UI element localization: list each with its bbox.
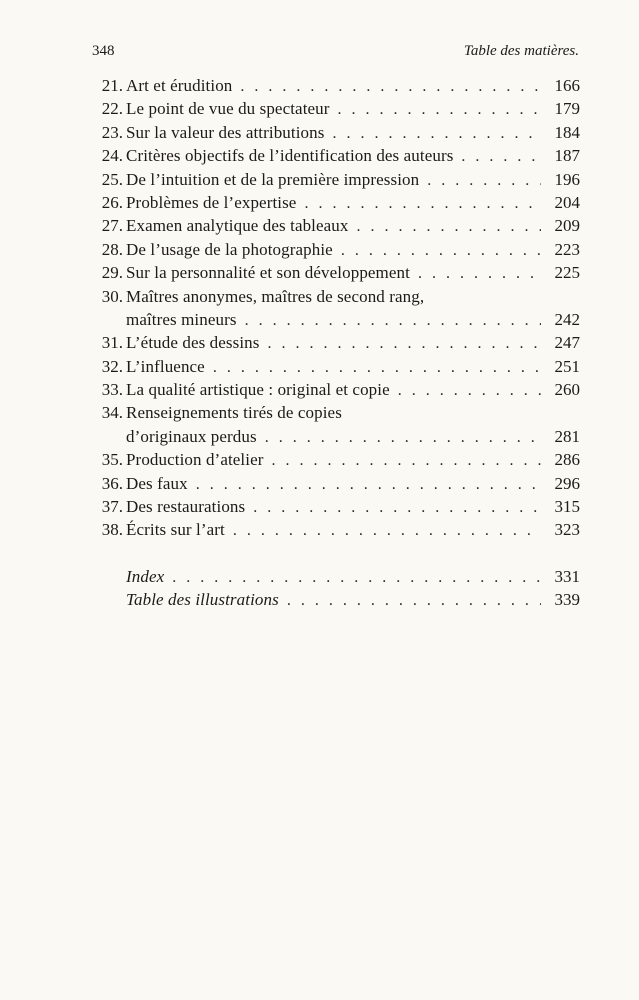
toc-page: 166 bbox=[554, 76, 580, 95]
toc-number: 21. bbox=[101, 76, 123, 95]
toc-title: Critères objectifs de l’identification des auteurs bbox=[126, 146, 454, 166]
toc-title: Index bbox=[126, 566, 165, 586]
running-title: Table des matières. bbox=[463, 43, 579, 59]
toc-entry-37 bbox=[92, 495, 580, 518]
toc-number: 38. bbox=[101, 520, 123, 540]
toc-page: 323 bbox=[554, 520, 580, 540]
toc-leader bbox=[196, 473, 541, 496]
toc-page: 204 bbox=[554, 192, 580, 212]
toc-entry-index bbox=[92, 565, 580, 588]
toc-page: 223 bbox=[554, 239, 580, 259]
toc-entry-31 bbox=[92, 331, 580, 354]
toc-page: 225 bbox=[554, 263, 580, 283]
toc-entry-32 bbox=[92, 355, 580, 378]
toc-number: 27. bbox=[101, 216, 123, 236]
page-header bbox=[92, 43, 579, 65]
toc-leader bbox=[272, 449, 542, 472]
toc-number: 33. bbox=[101, 380, 123, 400]
toc-entry-23 bbox=[92, 121, 580, 144]
toc-number: 29. bbox=[101, 263, 123, 283]
toc-title: De l’usage de la photographie bbox=[126, 239, 333, 259]
toc-page: 242 bbox=[554, 309, 580, 329]
toc-title: Des faux bbox=[126, 473, 188, 493]
toc-title: Sur la personnalité et son développement bbox=[126, 263, 410, 283]
toc-page: 286 bbox=[554, 450, 580, 470]
toc-leader bbox=[265, 426, 541, 449]
toc-number: 37. bbox=[101, 497, 123, 517]
toc-leader bbox=[461, 145, 541, 168]
toc-title-line-1: Maîtres anonymes, maîtres de second rang, bbox=[126, 286, 425, 306]
toc-number: 22. bbox=[101, 99, 123, 119]
toc-number: 26. bbox=[101, 192, 123, 212]
toc-number: 36. bbox=[101, 473, 123, 493]
toc-page: 179 bbox=[554, 99, 580, 119]
toc-entry-36 bbox=[92, 472, 580, 495]
toc-title: Le point de vue du spectateur bbox=[126, 99, 330, 119]
toc-title: Écrits sur l’art bbox=[126, 520, 225, 540]
toc-entry-25 bbox=[92, 168, 580, 191]
toc-page: 281 bbox=[554, 426, 580, 446]
toc-entry-27 bbox=[92, 214, 580, 237]
toc-page: 339 bbox=[554, 590, 580, 610]
toc-number: 35. bbox=[101, 450, 123, 470]
toc-entry-21 bbox=[92, 74, 580, 97]
toc-title: Production d’atelier bbox=[126, 450, 264, 470]
toc-title-line-2: d’originaux perdus bbox=[126, 426, 257, 446]
toc-number: 28. bbox=[101, 239, 123, 259]
toc-entry-29 bbox=[92, 261, 580, 284]
table-of-contents bbox=[92, 74, 580, 612]
toc-entry-30-line-2 bbox=[92, 308, 580, 331]
toc-title-line-1: Renseignements tirés de copies bbox=[126, 403, 342, 423]
toc-title: L’étude des dessins bbox=[126, 333, 260, 353]
toc-page: 296 bbox=[554, 473, 580, 493]
toc-title: Table des illustrations bbox=[126, 590, 279, 610]
toc-page: 247 bbox=[554, 333, 580, 353]
page-number: 348 bbox=[92, 43, 115, 59]
toc-entry-38 bbox=[92, 518, 580, 541]
toc-leader bbox=[398, 379, 541, 402]
toc-entry-34-line-1 bbox=[92, 401, 580, 424]
toc-leader bbox=[240, 75, 541, 98]
toc-leader bbox=[267, 332, 541, 355]
toc-title-line-2: maîtres mineurs bbox=[126, 309, 237, 329]
toc-title: La qualité artistique : original et copie bbox=[126, 380, 390, 400]
toc-page: 184 bbox=[554, 122, 580, 142]
toc-leader bbox=[304, 192, 541, 215]
toc-title: Examen analytique des tableaux bbox=[126, 216, 349, 236]
toc-leader bbox=[245, 309, 541, 332]
toc-entry-24 bbox=[92, 144, 580, 167]
toc-number: 31. bbox=[101, 333, 123, 353]
toc-leader bbox=[287, 589, 541, 612]
toc-number: 25. bbox=[101, 169, 123, 189]
toc-title: Sur la valeur des attributions bbox=[126, 122, 325, 142]
toc-title: L’influence bbox=[126, 356, 205, 376]
section-spacer bbox=[92, 542, 580, 565]
toc-leader bbox=[213, 356, 541, 379]
toc-leader bbox=[172, 566, 541, 589]
toc-title: Art et érudition bbox=[126, 76, 233, 95]
toc-entry-30-line-1 bbox=[92, 285, 580, 308]
toc-number: 30. bbox=[101, 286, 123, 306]
toc-page: 260 bbox=[554, 380, 580, 400]
toc-title: De l’intuition et de la première impression bbox=[126, 169, 420, 189]
toc-entry-illustrations bbox=[92, 588, 580, 611]
toc-leader bbox=[418, 262, 541, 285]
toc-page: 209 bbox=[554, 216, 580, 236]
toc-number: 32. bbox=[101, 356, 123, 376]
toc-entry-28 bbox=[92, 238, 580, 261]
toc-page: 251 bbox=[554, 356, 580, 376]
toc-leader bbox=[233, 519, 541, 542]
toc-number: 23. bbox=[101, 122, 123, 142]
toc-page: 331 bbox=[554, 566, 580, 586]
toc-title: Des restaurations bbox=[126, 497, 246, 517]
toc-leader bbox=[338, 98, 541, 121]
toc-entry-22 bbox=[92, 97, 580, 120]
toc-page: 196 bbox=[554, 169, 580, 189]
toc-entry-34-line-2 bbox=[92, 425, 580, 448]
toc-page: 315 bbox=[554, 497, 580, 517]
toc-leader bbox=[332, 122, 541, 145]
toc-title: Problèmes de l’expertise bbox=[126, 192, 297, 212]
toc-entry-33 bbox=[92, 378, 580, 401]
toc-leader bbox=[253, 496, 541, 519]
toc-leader bbox=[427, 169, 541, 192]
toc-number: 34. bbox=[101, 403, 123, 423]
toc-page: 187 bbox=[554, 146, 580, 166]
toc-leader bbox=[357, 215, 542, 238]
toc-leader bbox=[341, 239, 541, 262]
toc-number: 24. bbox=[101, 146, 123, 166]
toc-entry-35 bbox=[92, 448, 580, 471]
toc-entry-26 bbox=[92, 191, 580, 214]
